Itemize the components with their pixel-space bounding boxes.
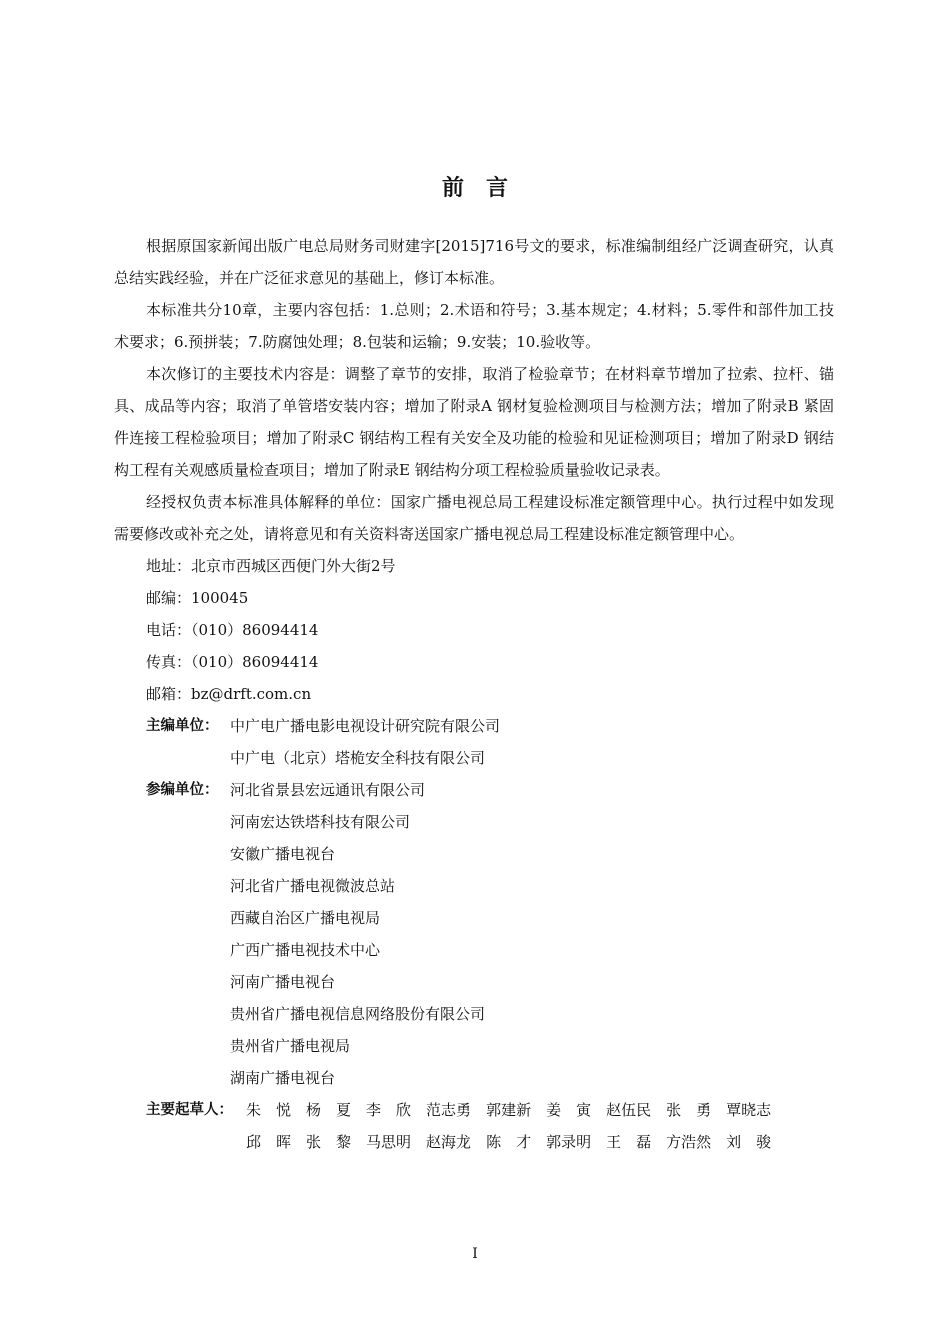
participating-unit: 湖南广播电视台 <box>230 1069 336 1087</box>
drafter-name: 张 黎 <box>306 1133 352 1151</box>
participating-unit: 河南宏达铁塔科技有限公司 <box>230 813 411 831</box>
drafter-name: 陈 才 <box>486 1133 532 1151</box>
chief-editor-unit: 中广电（北京）塔桅安全科技有限公司 <box>230 749 486 767</box>
drafters-label: 主要起草人： <box>146 1102 233 1118</box>
contact-phone: 电话：（010）86094414 <box>146 621 319 639</box>
chief-editor-section <box>114 710 834 774</box>
drafter-name: 王 磊 <box>606 1133 652 1151</box>
contact-postcode: 邮编：100045 <box>146 589 249 607</box>
page-title: 前 言 <box>441 176 508 201</box>
drafter-name: 李 欣 <box>366 1101 412 1119</box>
drafter-name: 覃晓志 <box>726 1101 772 1119</box>
drafter-name: 刘 骏 <box>726 1133 772 1151</box>
participating-label: 参编单位： <box>146 782 219 798</box>
drafter-name: 马思明 <box>366 1133 412 1151</box>
drafter-name: 郭录明 <box>546 1133 592 1151</box>
drafter-name: 方浩然 <box>666 1133 712 1151</box>
drafter-name: 范志勇 <box>426 1101 472 1119</box>
paragraph-revisions: 本次修订的主要技术内容是：调整了章节的安排，取消了检验章节；在材料章节增加了拉索、拉杆、锚具、成品等内容；取消了单管塔安装内容；增加了附录A 钢材复验检测项目与检测方法；增加了附录B 紧固件连接工程检验项目；增加了附录C 钢结构工程有关安全及功能的检验和见证检测项目；增加了附录D 钢结构工程有关观感质量检查项目；增加了附录E 钢结构分项工程检验质量验收记录表。 <box>114 365 834 479</box>
paragraph-interpretation: 经授权负责本标准具体解释的单位：国家广播电视总局工程建设标准定额管理中心。执行过程中如发现需要修改或补充之处，请将意见和有关资料寄送国家广播电视总局工程建设标准定额管理中心。 <box>114 493 834 543</box>
chief-editor-unit: 中广电广播电影电视设计研究院有限公司 <box>230 717 501 735</box>
drafters-section <box>114 1094 834 1158</box>
drafter-name: 杨 夏 <box>306 1101 352 1119</box>
drafter-name: 赵海龙 <box>426 1133 472 1151</box>
drafter-name: 朱 悦 <box>246 1101 292 1119</box>
contact-fax: 传真：（010）86094414 <box>146 653 319 671</box>
drafter-name: 郭建新 <box>486 1101 532 1119</box>
participating-unit: 河南广播电视台 <box>230 973 336 991</box>
contact-address: 地址：北京市西城区西便门外大街2号 <box>146 557 396 575</box>
contact-email: 邮箱：bz@drft.com.cn <box>146 685 312 703</box>
drafter-name: 张 勇 <box>666 1101 712 1119</box>
page-number: I <box>472 1246 478 1262</box>
participating-unit: 西藏自治区广播电视局 <box>230 909 381 927</box>
chief-editor-label: 主编单位： <box>146 718 219 734</box>
paragraph-chapters: 本标准共分10章，主要内容包括：1.总则；2.术语和符号；3.基本规定；4.材料；5.零件和部件加工技术要求；6.预拼装；7.防腐蚀处理；8.包装和运输；9.安装；10.验收等。 <box>114 301 834 351</box>
preface-body <box>114 230 834 1158</box>
participating-section <box>114 774 834 1094</box>
drafters-list <box>246 1094 786 1158</box>
participating-unit: 贵州省广播电视信息网络股份有限公司 <box>230 1005 486 1023</box>
drafter-name: 姜 寅 <box>546 1101 592 1119</box>
participating-unit: 贵州省广播电视局 <box>230 1037 351 1055</box>
paragraph-basis: 根据原国家新闻出版广电总局财务司财建字[2015]716号文的要求，标准编制组经广泛调查研究，认真总结实践经验，并在广泛征求意见的基础上，修订本标准。 <box>114 237 834 287</box>
participating-unit: 广西广播电视技术中心 <box>230 941 381 959</box>
drafter-name: 赵伍民 <box>606 1101 652 1119</box>
participating-unit: 河北省广播电视微波总站 <box>230 877 396 895</box>
participating-unit: 河北省景县宏远通讯有限公司 <box>230 781 426 799</box>
drafter-name: 邱 晖 <box>246 1133 292 1151</box>
participating-unit: 安徽广播电视台 <box>230 845 336 863</box>
